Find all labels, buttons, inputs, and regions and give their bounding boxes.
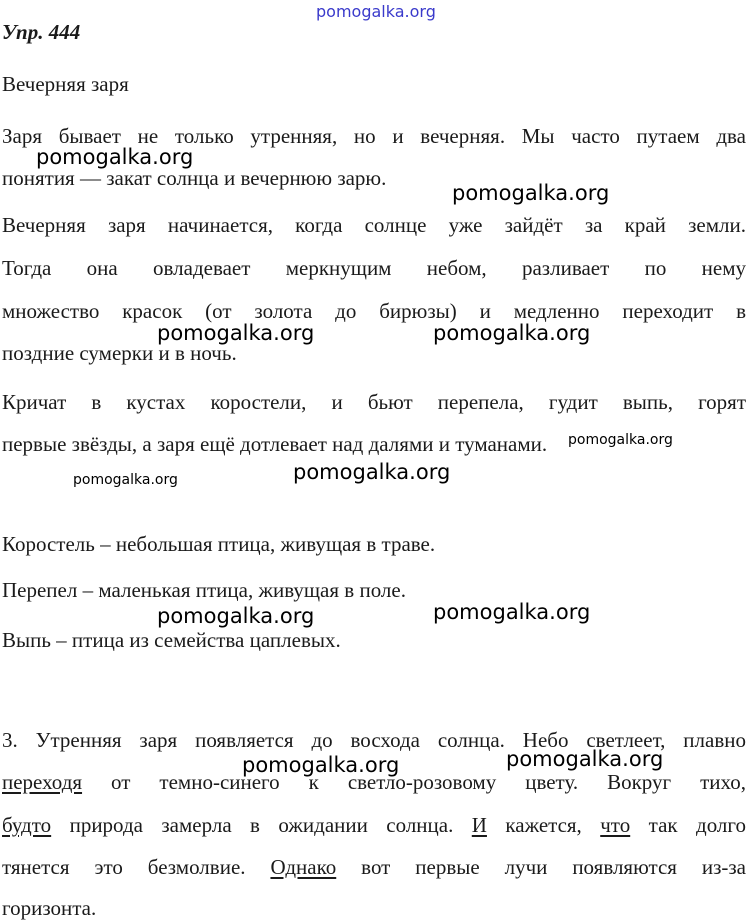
paragraph-2-line-2: Тогда она овладевает меркнущим небом, разливает по нему — [2, 256, 746, 280]
watermark: pomogalka.org — [433, 321, 591, 345]
task3-text: вот первые лучи появляются из-за — [336, 855, 746, 879]
paragraph-1-line-2: понятия — закат солнца и вечернюю зарю. — [2, 166, 387, 190]
definition-quail: Перепел – маленькая птица, живущая в поле. — [2, 578, 406, 602]
watermark: pomogalka.org — [73, 472, 178, 488]
task3-line-2-rest: от темно-синего к светло-розовому цвету. Вокруг тихо, — [82, 770, 746, 794]
paragraph-3-line-1: Кричат в кустах коростели, и бьют перепела, гудит выпь, горят — [2, 390, 746, 414]
definition-corncrake: Коростель – небольшая птица, живущая в траве. — [2, 532, 436, 556]
paragraph-3-line-2: первые звёзды, а заря ещё дотлевает над далями и туманами. — [2, 432, 548, 456]
task3-line-3 — [2, 813, 746, 838]
task3-underlined-word: переходя — [2, 770, 83, 794]
watermark: pomogalka.org — [36, 145, 194, 169]
paragraph-2-line-4: поздние сумерки и в ночь. — [2, 341, 237, 365]
task3-text: природа замерла в ожидании солнца. — [51, 813, 472, 837]
task3-underlined-word: что — [600, 813, 631, 837]
paragraph-2-line-3: множество красок (от золота до бирюзы) и медленно переходит в — [2, 299, 746, 323]
task3-text: так долго — [630, 813, 746, 837]
watermark: pomogalka.org — [157, 604, 315, 628]
watermark: pomogalka.org — [452, 181, 610, 205]
watermark-top: pomogalka.org — [316, 2, 436, 21]
watermark: pomogalka.org — [568, 432, 673, 448]
watermark: pomogalka.org — [157, 321, 315, 345]
task3-line-5: горизонта. — [2, 896, 97, 920]
watermark: pomogalka.org — [506, 747, 664, 771]
paragraph-1-line-1: Заря бывает не только утренняя, но и вечерняя. Мы часто путаем два — [2, 124, 746, 148]
task3-underlined-word: Однако — [270, 855, 337, 879]
task3-text: тянется это безмолвие. — [2, 855, 271, 879]
exercise-number: Упр. 444 — [2, 20, 81, 44]
task3-line-4 — [2, 855, 746, 880]
watermark: pomogalka.org — [293, 460, 451, 484]
task3-underlined-word: И — [471, 813, 487, 837]
task3-underlined-word: будто — [2, 813, 52, 837]
task3-text: кажется, — [486, 813, 601, 837]
watermark: pomogalka.org — [242, 753, 400, 777]
paragraph-2-line-1: Вечерняя заря начинается, когда солнце уже зайдёт за край земли. — [2, 213, 746, 237]
text-title: Вечерняя заря — [2, 72, 129, 96]
watermark: pomogalka.org — [433, 600, 591, 624]
definition-bittern: Выпь – птица из семейства цаплевых. — [2, 628, 341, 652]
task3-line-1: 3. Утренняя заря появляется до восхода солнца. Небо светлеет, плавно — [2, 728, 746, 752]
